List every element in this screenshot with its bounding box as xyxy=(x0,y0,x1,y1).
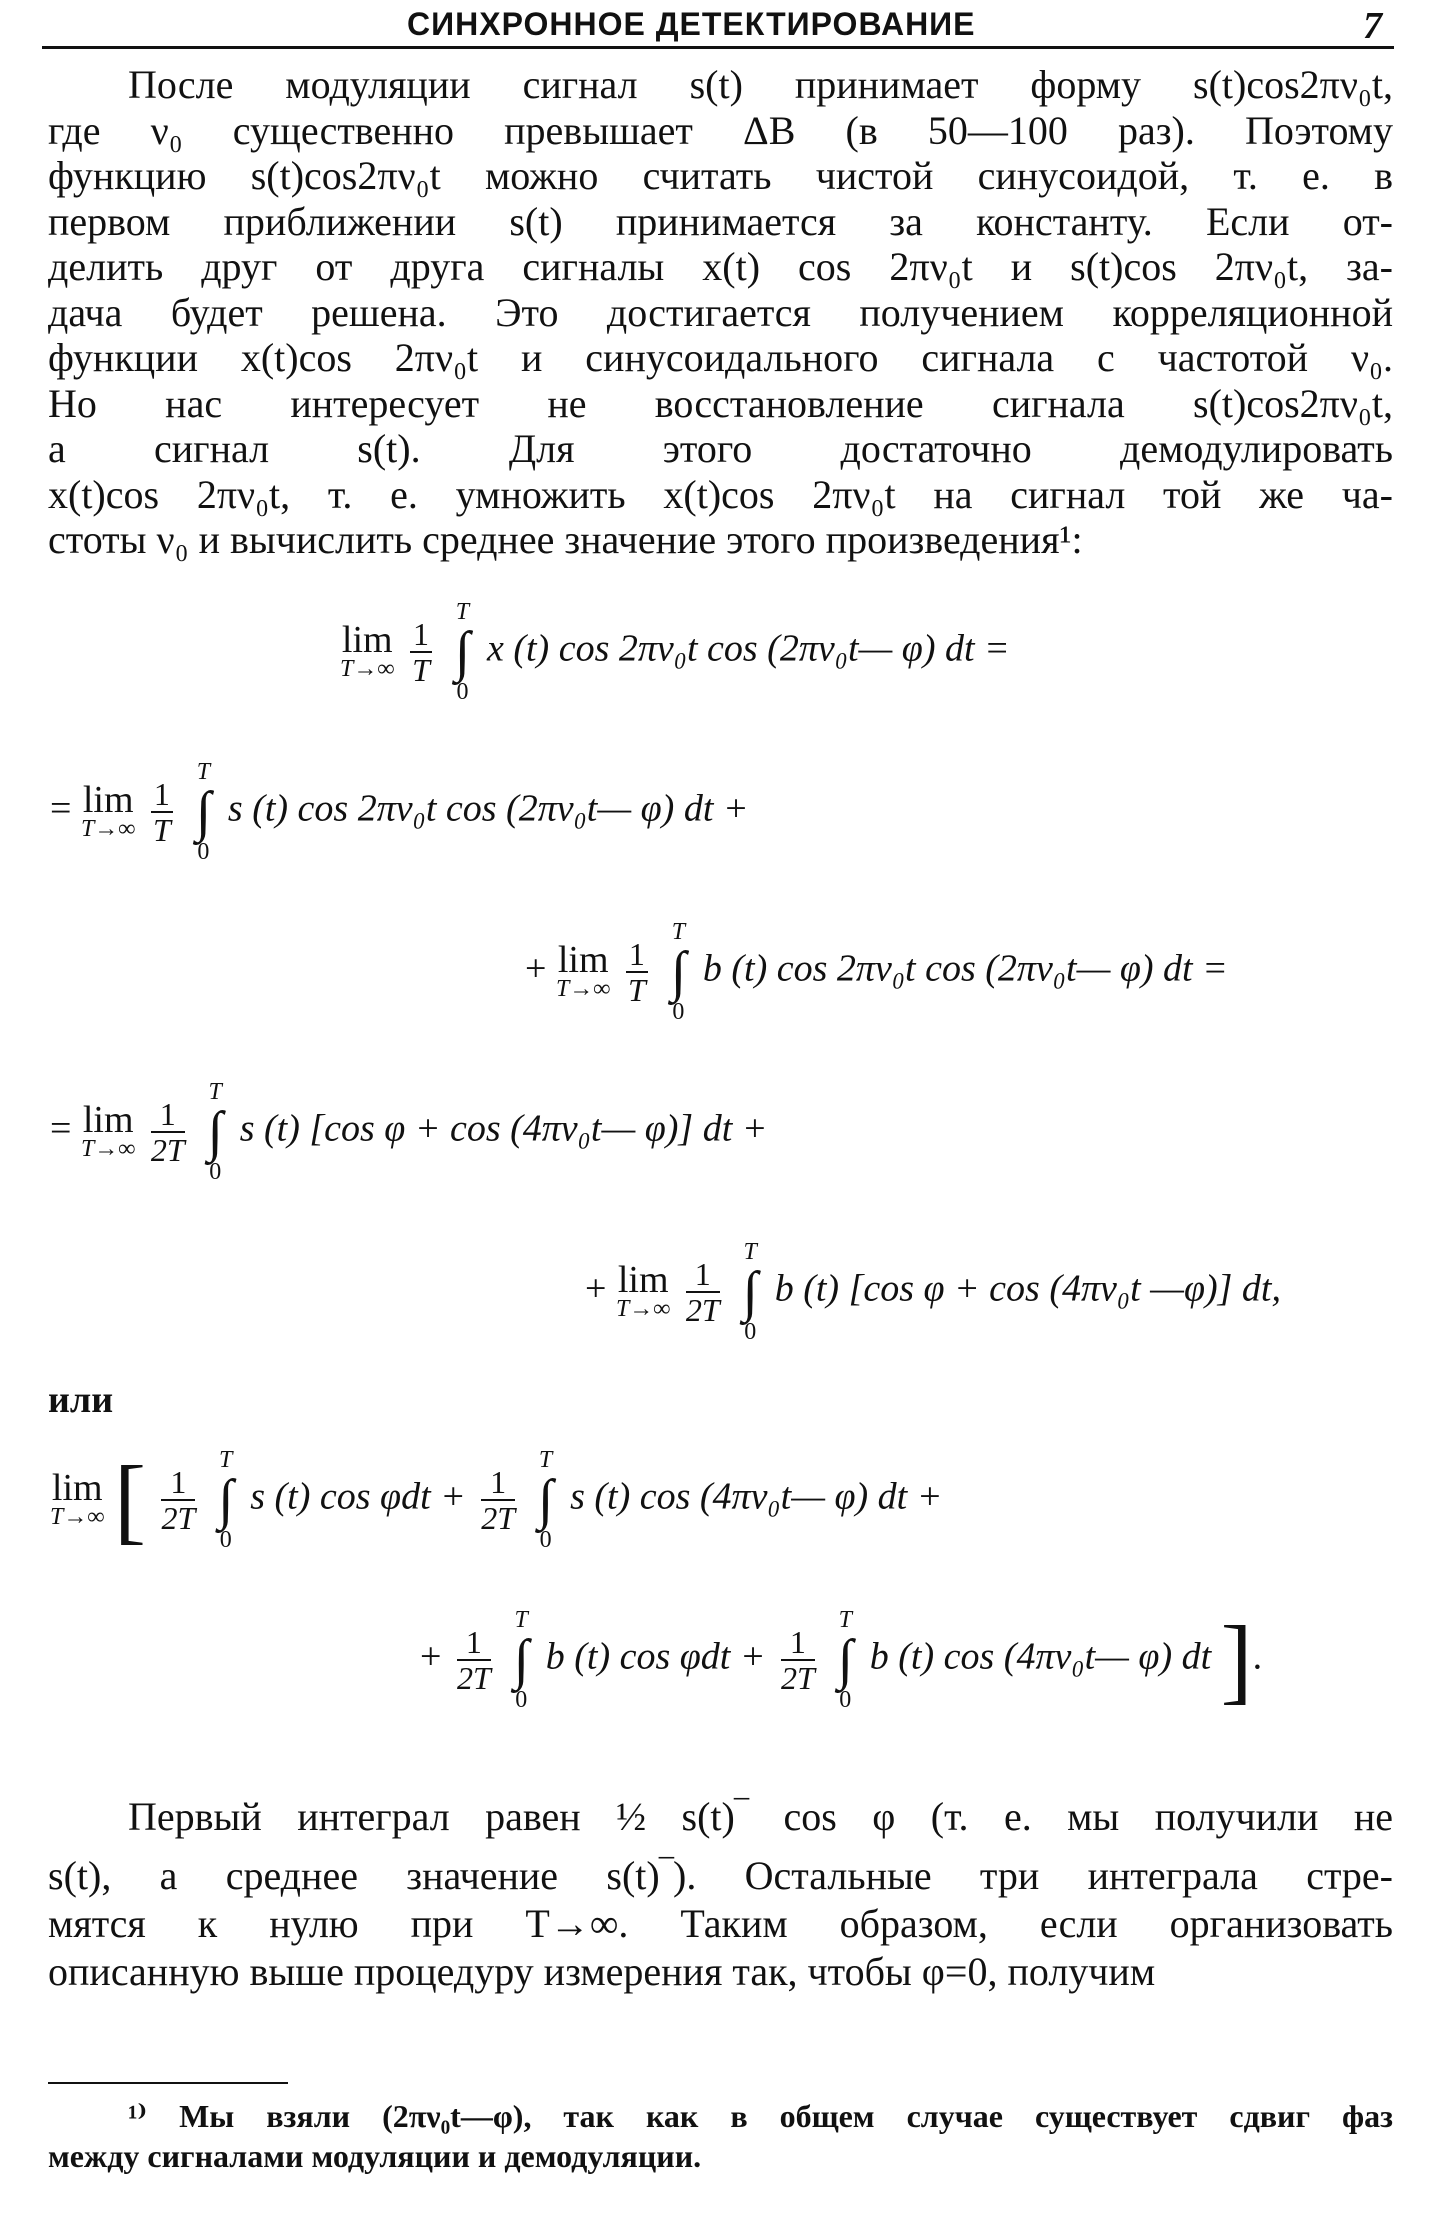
fraction: $\frac{1}{2T}$ xyxy=(481,1464,516,1536)
fraction: $\frac{1}{T}$ xyxy=(410,617,432,687)
integral-sign: T ∫ 0 xyxy=(837,1607,853,1713)
text-line: Но нас интересует не восстановление сигнала s(t)cos2πν₀t, xyxy=(48,380,1393,426)
equation-body: x (t) cos 2πν₀t cos (2πν₀t— φ) dt = xyxy=(486,627,1010,670)
footnote xyxy=(48,2096,1393,2176)
text-line: описанную выше процедуру измерения так, чтобы φ=0, получим xyxy=(48,1949,1156,1994)
equation-body: b (t) cos (4πν₀t— φ) dt xyxy=(869,1635,1212,1678)
text-line: x(t)cos 2πν₀t, т. е. умножить x(t)cos 2πν₀t на сигнал той же ча- xyxy=(48,471,1393,517)
integral-sign: T ∫ 0 xyxy=(207,1079,223,1185)
equation-1 xyxy=(340,600,1010,704)
equation-body: b (t) cos φdt + xyxy=(545,1635,766,1678)
fraction: $\frac{1}{2T}$ xyxy=(456,1624,491,1696)
equation-3: + lim T→∞ $\frac{1}{T}$ T ∫ 0 b (t) cos 2πν₀t cos (2πν₀t— φ) dt = xyxy=(525,919,1228,1025)
text-line: делить друг от друга сигналы x(t) cos 2πν₀t и s(t)cos 2πν₀t, за- xyxy=(48,244,1393,289)
integral-sign: T ∫ 0 xyxy=(537,1447,554,1553)
text-line: мятся к нулю при T→∞. Таким образом, если организовать xyxy=(48,1901,1393,1946)
integral-sign: T ∫ 0 xyxy=(195,759,212,865)
fraction: $\frac{1}{2T}$ xyxy=(161,1464,196,1536)
fraction: $\frac{1}{T}$ xyxy=(626,937,648,1007)
text-line: s(t), а среднее значение s(t)‾). Остальные три интеграла стре- xyxy=(48,1853,1393,1898)
integral-sign: T ∫ 0 xyxy=(218,1447,234,1553)
text-line: функцию s(t)cos2πν₀t можно считать чистой синусоидой, т. е. в xyxy=(48,153,1393,198)
equation-body: s (t) cos 2πν₀t cos (2πν₀t— φ) dt + xyxy=(227,787,749,830)
limit-operator: lim T→∞ xyxy=(50,1467,105,1530)
fraction: $\frac{1}{2T}$ xyxy=(150,1096,185,1168)
limit-operator: lim T→∞ xyxy=(80,1099,136,1162)
footnote-divider xyxy=(48,2082,288,2084)
page-number: 7 xyxy=(1363,5,1382,47)
paragraph-2 xyxy=(48,1782,1393,1996)
text-line: функции x(t)cos 2πν₀t и синусоидального сигнала с частотой ν₀. xyxy=(48,335,1393,380)
header-title: СИНХРОННОЕ ДЕТЕКТИРОВАНИЕ xyxy=(407,6,976,42)
integral-sign: T ∫ 0 xyxy=(670,919,687,1025)
text-line: первом приближении s(t) принимается за константу. Если от- xyxy=(48,198,1393,244)
equation-7: + $\frac{1}{2T}$ T ∫ 0 b (t) cos φdt + $\frac{1}{2T}$ T ∫ 0 b (t) cos (4πν₀t— φ) dt ]. xyxy=(420,1606,1263,1713)
limit-operator: lim T→∞ xyxy=(340,619,395,682)
text-line: где ν₀ существенно превышает ΔB (в 50—100 раз). Поэтому xyxy=(48,107,1393,153)
text-line: После модуляции сигнал s(t) принимает форму s(t)cos2πν₀t, xyxy=(128,62,1393,107)
word-or: или xyxy=(48,1379,114,1421)
limit-operator: lim T→∞ xyxy=(80,779,136,842)
integral-sign: T ∫ 0 xyxy=(454,599,471,705)
equation-body: s (t) cos (4πν₀t— φ) dt + xyxy=(570,1475,943,1518)
integral-sign: T ∫ 0 xyxy=(513,1607,529,1713)
equation-6 xyxy=(50,1448,942,1552)
equation-4: = lim T→∞ $\frac{1}{2T}$ T ∫ 0 s (t) [cos φ + cos (4πν₀t— φ)] dt + xyxy=(50,1079,768,1185)
equation-2: = lim T→∞ $\frac{1}{T}$ T ∫ 0 s (t) cos 2πν₀t cos (2πν₀t— φ) dt + xyxy=(50,759,749,865)
text-line: дача будет решена. Это достигается получением корреляционной xyxy=(48,289,1393,335)
equation-body: b (t) [cos φ + cos (4πν₀t —φ)] dt, xyxy=(774,1267,1281,1310)
text-line: а сигнал s(t). Для этого достаточно демодулировать xyxy=(48,426,1393,471)
fraction: $\frac{1}{2T}$ xyxy=(685,1256,720,1328)
running-header xyxy=(42,6,1394,49)
right-bracket: ] xyxy=(1220,1606,1253,1713)
limit-operator: lim T→∞ xyxy=(615,1259,671,1322)
footnote-line: ¹⁾ Мы взяли (2πν₀t—φ), так как в общем случае существует сдвиг фаз xyxy=(128,2098,1393,2134)
fraction: $\frac{1}{2T}$ xyxy=(780,1624,815,1696)
text-line: стоты ν₀ и вычислить среднее значение этого произведения¹: xyxy=(48,517,1083,562)
equation-body: b (t) cos 2πν₀t cos (2πν₀t— φ) dt = xyxy=(702,947,1228,990)
left-bracket: [ xyxy=(113,1446,146,1553)
integral-sign: T ∫ 0 xyxy=(742,1239,758,1345)
paragraph-1 xyxy=(48,62,1393,563)
equation-5: + lim T→∞ $\frac{1}{2T}$ T ∫ 0 b (t) [cos φ + cos (4πν₀t —φ)] dt, xyxy=(585,1239,1281,1345)
footnote-line: между сигналами модуляции и демодуляции. xyxy=(48,2138,702,2174)
equation-body: s (t) cos φdt + xyxy=(250,1475,466,1518)
limit-operator: lim T→∞ xyxy=(555,939,611,1002)
text-line: Первый интеграл равен ½ s(t)‾ cos φ (т. е. мы получили не xyxy=(128,1794,1393,1839)
equation-body: s (t) [cos φ + cos (4πν₀t— φ)] dt + xyxy=(239,1107,768,1150)
fraction: $\frac{1}{T}$ xyxy=(151,777,173,847)
